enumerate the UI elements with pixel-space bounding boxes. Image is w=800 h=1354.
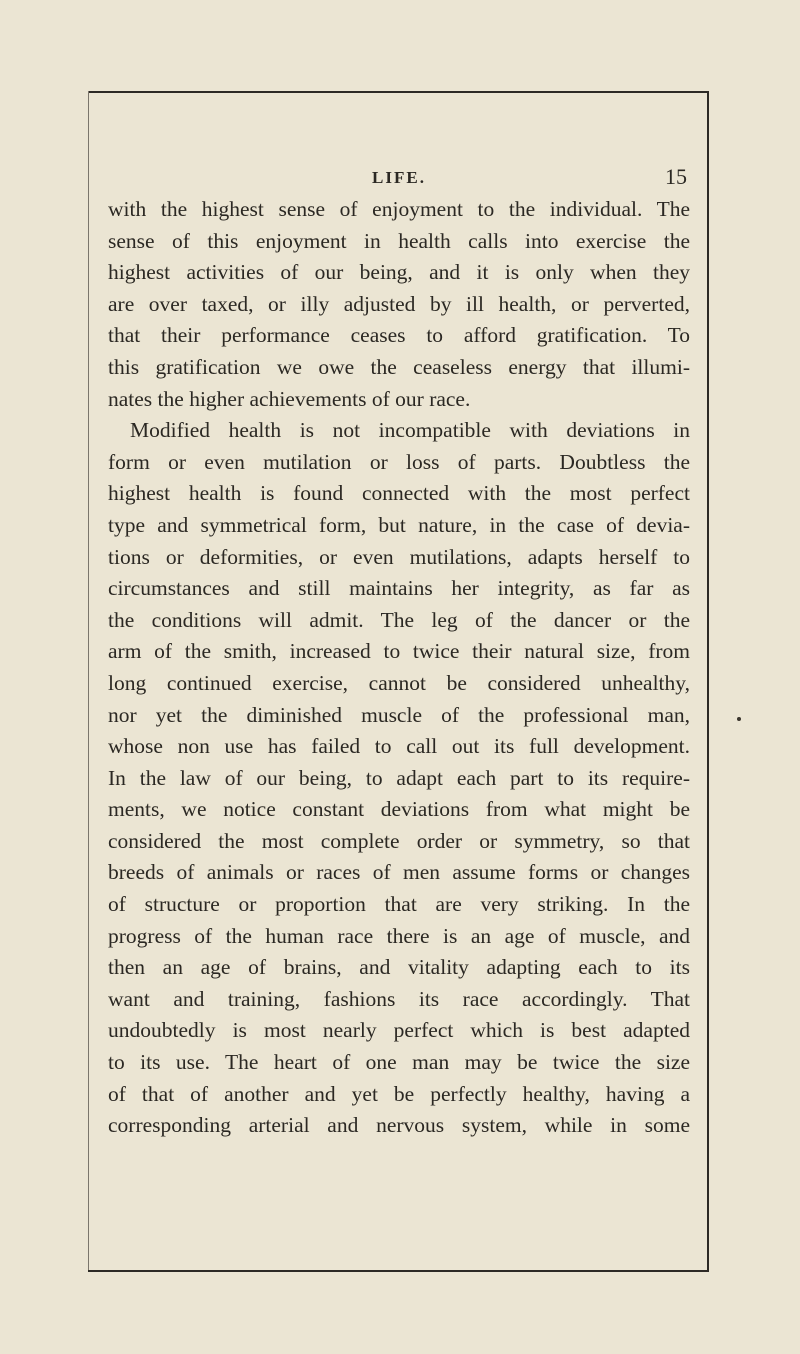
text-line: highest activities of our being, and it is only when they — [108, 260, 690, 285]
text-line: breeds of animals or races of men assume forms or changes — [108, 860, 690, 885]
text-line: are over taxed, or illy adjusted by ill health, or perverted, — [108, 291, 690, 316]
text-line: this gratification we owe the ceaseless energy that illumi- — [108, 354, 690, 379]
text-line: whose non use has failed to call out its full development. — [108, 734, 690, 759]
text-line: form or even mutilation or loss of parts. Doubtless the — [108, 449, 690, 474]
text-line: with the highest sense of enjoyment to the individual. The — [108, 197, 690, 221]
text-line: ments, we notice constant deviations from what might be — [108, 797, 690, 822]
text-line: type and symmetrical form, but nature, in the case of devia- — [108, 512, 690, 537]
text-line: the conditions will admit. The leg of the dancer or the — [108, 607, 690, 632]
page-border-right — [707, 91, 709, 1271]
text-line: nor yet the diminished muscle of the professional man, — [108, 702, 690, 727]
body-text — [108, 194, 690, 1142]
page-border-bottom — [88, 1270, 709, 1272]
text-line: undoubtedly is most nearly perfect which is best adapted — [108, 1018, 690, 1043]
page-border-top — [88, 91, 708, 93]
running-title: LIFE. — [372, 168, 426, 187]
text-line: progress of the human race there is an age of muscle, and — [108, 923, 690, 948]
text-line: arm of the smith, increased to twice their natural size, from — [108, 639, 690, 664]
page-border-left — [88, 91, 89, 1271]
running-head — [108, 160, 690, 194]
text-line: considered the most complete order or symmetry, so that — [108, 828, 690, 853]
text-line: want and training, fashions its race accordingly. That — [108, 986, 690, 1011]
text-line: of that of another and yet be perfectly healthy, having a — [108, 1081, 690, 1106]
text-line: long continued exercise, cannot be considered unhealthy, — [108, 670, 690, 695]
text-line: Modified health is not incompatible with deviations in — [130, 418, 690, 443]
text-line: to its use. The heart of one man may be twice the size — [108, 1050, 690, 1075]
text-line: that their performance ceases to afford gratification. To — [108, 323, 690, 348]
text-line: tions or deformities, or even mutilations, adapts herself to — [108, 544, 690, 569]
text-line: In the law of our being, to adapt each part to its require- — [108, 765, 690, 790]
text-line: corresponding arterial and nervous system, while in some — [108, 1113, 690, 1138]
text-line: highest health is found connected with the most perfect — [108, 481, 690, 506]
text-line: sense of this enjoyment in health calls into exercise the — [108, 228, 690, 253]
text-line: circumstances and still maintains her integrity, as far as — [108, 576, 690, 601]
book-page — [108, 160, 690, 1142]
text-line: nates the higher achievements of our race. — [108, 386, 471, 411]
margin-mark — [737, 717, 741, 721]
page-number: 15 — [665, 164, 687, 189]
text-line: of structure or proportion that are very striking. In the — [108, 892, 690, 917]
text-line: then an age of brains, and vitality adapting each to its — [108, 955, 690, 980]
